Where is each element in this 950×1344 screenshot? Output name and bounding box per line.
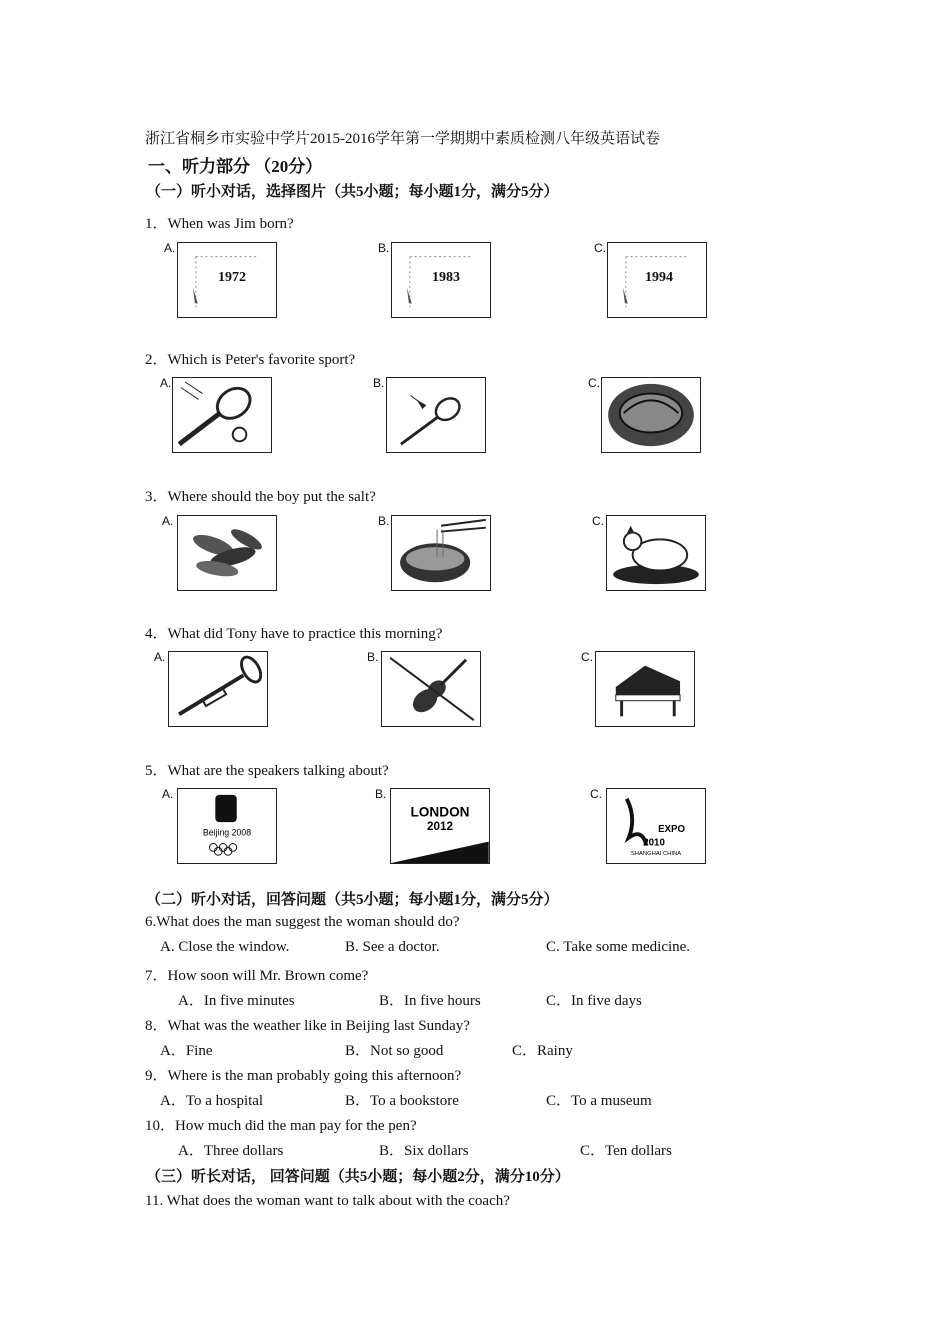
option-label: B. [378, 514, 390, 528]
option-label: C. [594, 241, 606, 255]
question-5: 5．What are the speakers talking about? [145, 763, 389, 779]
option-c[interactable]: C. Take some medicine. [546, 939, 691, 955]
question-2: 2．Which is Peter's favorite sport? [145, 352, 356, 368]
option-a[interactable]: A．In five minutes [178, 993, 295, 1009]
question-6: 6.What does the man suggest the woman should do? [145, 914, 460, 930]
question-8: 8．What was the weather like in Beijing last Sunday? [145, 1018, 470, 1034]
option-label: B. [375, 787, 387, 801]
option-c[interactable]: C．To a museum [546, 1093, 652, 1109]
option-label: C. [588, 376, 600, 390]
option-label: A. [162, 514, 174, 528]
part-heading-1: （一）听小对话，选择图片（共5小题；每小题1分，满分5分） [146, 184, 559, 200]
option-b[interactable]: B．To a bookstore [345, 1093, 459, 1109]
expo-2010-logo-icon[interactable] [606, 788, 706, 864]
trumpet-icon[interactable] [168, 651, 268, 727]
question-9: 9．Where is the man probably going this afternoon? [145, 1068, 462, 1084]
option-c[interactable]: C．In five days [546, 993, 642, 1009]
year-caption: 1972 [218, 270, 246, 285]
option-a[interactable]: A. Close the window. [160, 939, 290, 955]
section-heading: 一、听力部分 （20分） [148, 157, 323, 176]
noodle-bowl-icon[interactable] [391, 515, 491, 591]
option-b[interactable]: B. See a doctor. [345, 939, 440, 955]
year-caption: 1994 [645, 270, 673, 285]
option-label: C. [592, 514, 604, 528]
part-heading-3: （三）听长对话， 回答问题（共5小题；每小题2分，满分10分） [146, 1169, 570, 1185]
option-label: A. [162, 787, 174, 801]
question-1: 1．When was Jim born? [145, 216, 294, 232]
option-b[interactable]: B．Six dollars [379, 1143, 469, 1159]
london-2012-logo-icon[interactable] [390, 788, 490, 864]
question-4: 4．What did Tony have to practice this morning? [145, 626, 443, 642]
option-a[interactable]: A．Fine [160, 1043, 213, 1059]
svg-text:2010: 2010 [643, 837, 665, 849]
violin-icon[interactable] [381, 651, 481, 727]
basketball-icon[interactable] [601, 377, 701, 453]
option-label: C. [581, 650, 593, 664]
page-title: 浙江省桐乡市实验中学片2015-2016学年第一学期期中素质检测八年级英语试卷 [145, 131, 660, 147]
option-label: B. [367, 650, 379, 664]
svg-text:LONDON: LONDON [410, 804, 470, 820]
beijing-2008-logo-icon[interactable] [177, 788, 277, 864]
part-heading-2: （二）听小对话，回答问题（共5小题；每小题1分，满分5分） [146, 892, 559, 908]
svg-text:Beijing 2008: Beijing 2008 [202, 827, 252, 838]
svg-text:2012: 2012 [427, 819, 453, 833]
tennis-racket-icon[interactable] [172, 377, 272, 453]
option-b[interactable]: B．Not so good [345, 1043, 444, 1059]
piano-icon[interactable] [595, 651, 695, 727]
option-c[interactable]: C．Ten dollars [580, 1143, 672, 1159]
option-a[interactable]: A．To a hospital [160, 1093, 264, 1109]
option-label: A. [160, 376, 172, 390]
option-label: B. [378, 241, 390, 255]
question-11: 11. What does the woman want to talk about with the coach? [145, 1193, 510, 1209]
option-label: A. [164, 241, 176, 255]
svg-text:SHANGHAI CHINA: SHANGHAI CHINA [630, 851, 682, 858]
option-a[interactable]: A．Three dollars [178, 1143, 284, 1159]
option-label: C. [590, 787, 602, 801]
option-label: B. [373, 376, 385, 390]
svg-text:EXPO: EXPO [658, 823, 686, 835]
fish-icon[interactable] [177, 515, 277, 591]
chicken-dish-icon[interactable] [606, 515, 706, 591]
option-b[interactable]: B．In five hours [379, 993, 481, 1009]
question-10: 10．How much did the man pay for the pen? [145, 1118, 417, 1134]
year-caption: 1983 [432, 270, 460, 285]
question-3: 3．Where should the boy put the salt? [145, 489, 376, 505]
option-label: A. [154, 650, 166, 664]
question-7: 7．How soon will Mr. Brown come? [145, 968, 369, 984]
option-c[interactable]: C．Rainy [512, 1043, 573, 1059]
badminton-icon[interactable] [386, 377, 486, 453]
